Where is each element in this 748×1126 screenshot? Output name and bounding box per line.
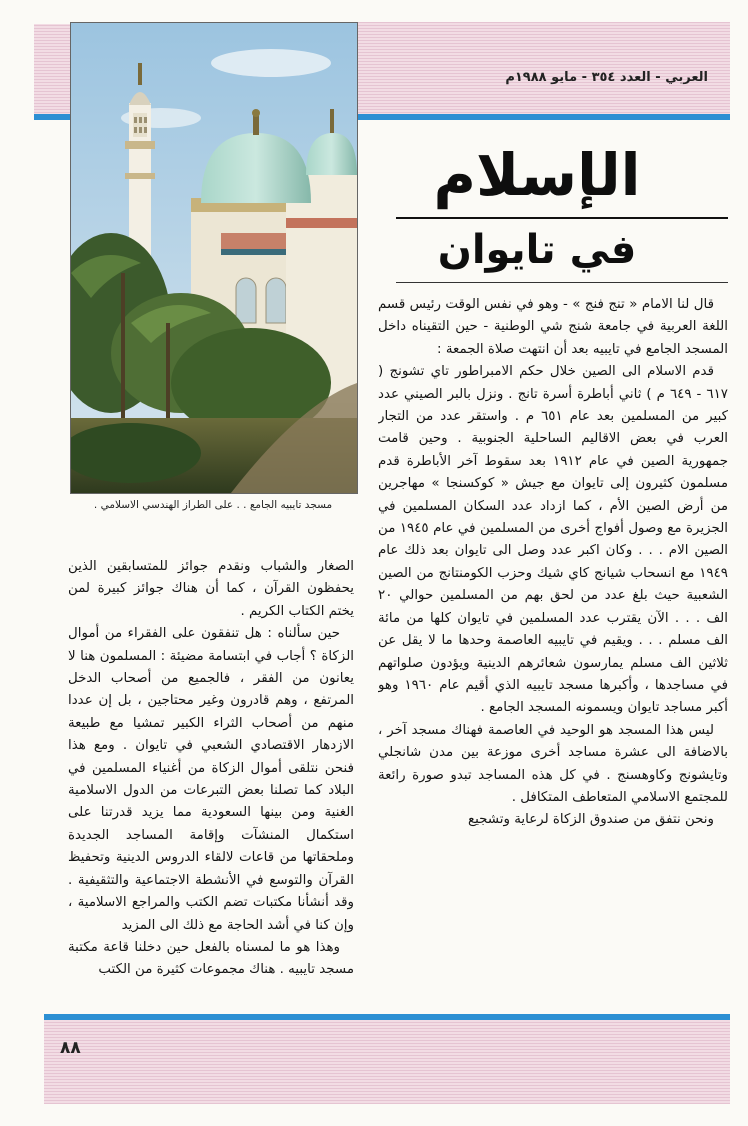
title-divider	[396, 217, 728, 219]
article-title: الإسلام	[433, 141, 641, 209]
article-subtitle: في تايوان	[437, 227, 637, 273]
blue-rule-top-right	[358, 114, 730, 120]
article-paragraph: ونحن نتفق من صندوق الزكاة لرعاية وتشجيع	[468, 812, 714, 828]
article-paragraph: حين سألناه : هل تنفقون على الفقراء من أموال الزكاة ؟ أجاب في ابتسامة مضيئة : المسلمون هنا لا يعانون من الفقر ، فالجميع من أصحاب الدخل المرتفع ، وهم قادرون وغير محتاجين ، بل إن عددا منهم من أصحاب الثراء الكبير تمشيا مع طبيعة الازدهار الاقتصادي الشعبي في تايوان . ومع هذا فنحن نتلقى أموال الزكاة من أغنياء المسلمين في البلاد كما تصلنا بعض التبرعات من الدول الاسلامية الغنية ومن بينها السعودية مما يزيد قدرتنا على استكمال المنشآت وإقامة المساجد الجديدة وملحقاتها من قاعات لالقاء الدروس الدينية وتحفيظ القرآن والتوسع في الأنشطة الاجتماعية والتثقيفية . وقد أنشأنا مكتبات تضم الكتب والمراجع الاسلامية ، وإن كنا في أشد الحاجة مع ذلك الى المزيد	[68, 626, 354, 933]
article-paragraph: ليس هذا المسجد هو الوحيد في العاصمة فهناك مسجد آخر ، بالاضافة الى عشرة مساجد أخرى موزعة بين مدن شانجلي وتايشونج وكاوهسنج . في كل هذه المساجد تبدو صورة رائعة للمجتمع الاسلامي المتعاطف المتكافل .	[378, 722, 728, 805]
blue-rule-top-left	[34, 114, 70, 120]
mosque-illustration	[71, 23, 357, 493]
article-paragraph: قال لنا الامام « تنج فنج » - وهو في نفس الوقت رئيس قسم اللغة العربية في جامعة شنج شي الوطنية - حين التقيناه داخل المسجد الجامع في تايبيه بعد أن انتهت صلاة الجمعة :	[378, 297, 728, 357]
article-paragraph: الصغار والشباب ونقدم جوائز للمتسابقين الذين يحفظون القرآن ، كما أن هناك جوائز كبيرة لمن يختم الكتاب الكريم .	[68, 559, 354, 619]
title-divider-lower	[396, 282, 728, 283]
pink-band-top-right	[358, 22, 730, 116]
pink-band-bottom	[44, 1020, 730, 1104]
article-column-left	[68, 556, 354, 1004]
issue-line: العربي - العدد ٣٥٤ - مايو ١٩٨٨م	[505, 70, 708, 85]
pink-band-top-left	[34, 24, 70, 116]
photo-caption: مسجد تايبيه الجامع . . على الطراز الهندسي الاسلامي .	[93, 499, 333, 511]
article-paragraph: وهذا هو ما لمسناه بالفعل حين دخلنا قاعة مكتبة مسجد تايبيه . هناك مجموعات كثيرة من الكتب	[68, 939, 354, 978]
page-number: ٨٨	[60, 1038, 81, 1058]
article-paragraph: قدم الاسلام الى الصين خلال حكم الامبراطور تاي تشونج ( ٦١٧ - ٦٤٩ م ) ثاني أباطرة أسرة تانج . ونزل بالبر الصيني عدد كبير من المسلمين بعد عام ٦٥١ م . واستقر عدد من التجار العرب في بعض الاقاليم الساحلية الجنوبية . وحين قامت جمهورية الصين في عام ١٩١٢ بعد سقوط آخر الأباطرة قدم مسلمون كثيرون إلى تايوان مع جيش « كوكسنجا » مهاجرين من أرض الصين الأم ، كما ازداد عدد السكان المسلمين في الجزيرة مع وصول أفواج أخرى من المسلمين في عام ١٩٤٥ من الصين الام . . . وكان اكبر عدد وصل الى تايوان بعد ذلك عام ١٩٤٩ مع انسحاب شيانج كاي شيك وحزب الكومنتانج من الصين الشعبية حيث بلغ عدد من لحق بهم من المسلمين حوالي ٢٠ الف . . . الآن يقترب عدد المسلمين في تايوان كلها من مائة الف مسلم . . . ويقيم في تايبيه العاصمة وحدها ما لا يقل عن ثلاثين الف مسلم يمارسون شعائرهم الدينية ويؤدون صلواتهم في مساجدها ، وأكبرها مسجد تايبيه الذي أقيم عام ١٩٦٠ وهو أكبر مساجد تايوان ويسمونه المسجد الجامع .	[378, 364, 728, 716]
mosque-photo	[70, 22, 358, 494]
article-column-right	[378, 294, 728, 1006]
